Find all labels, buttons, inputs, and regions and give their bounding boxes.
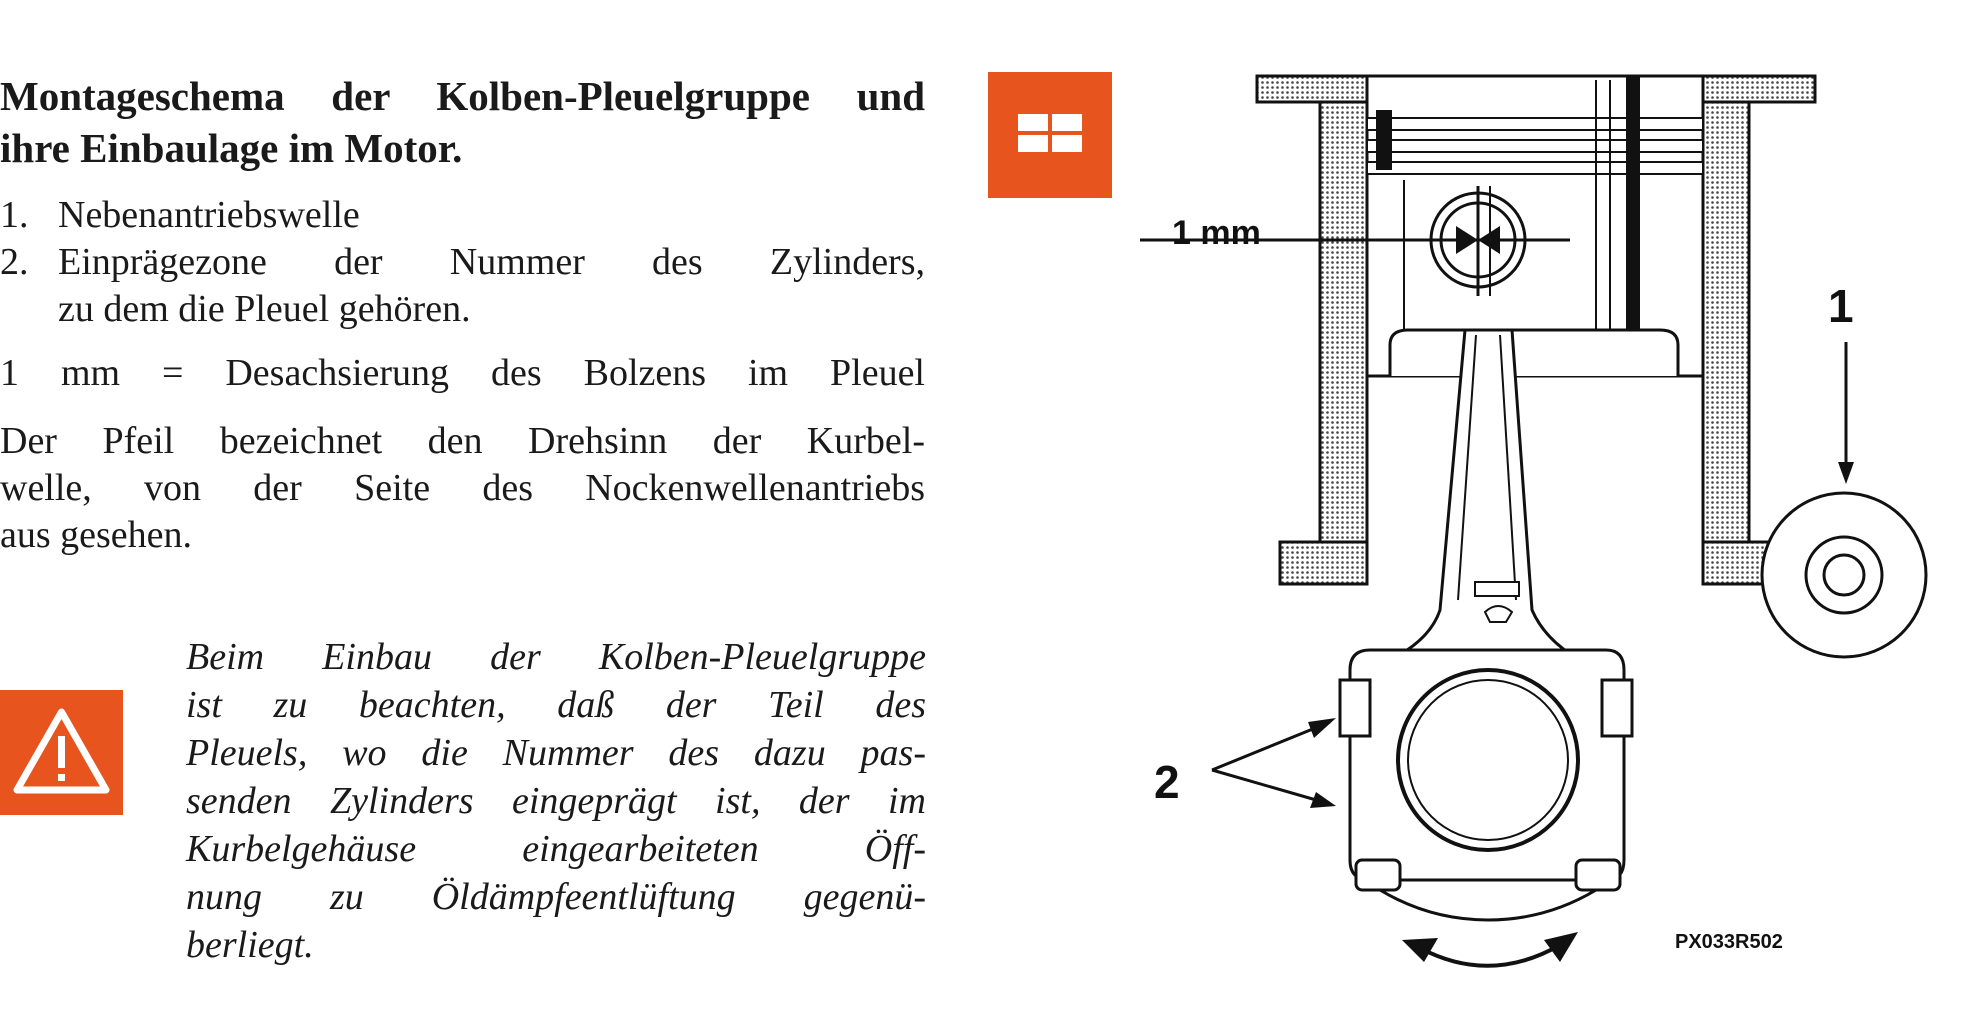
warning-line: ist zu beachten, daß der Teil des — [186, 684, 926, 726]
piston-conrod-diagram — [1140, 0, 1970, 1010]
list-number: 1. — [0, 194, 29, 236]
list-item — [0, 192, 925, 239]
auxiliary-shaft — [1762, 342, 1926, 657]
arrow-note-line: Der Pfeil bezeichnet den Drehsinn der Kurbel- — [0, 420, 925, 462]
label-2-arrows — [1212, 718, 1336, 808]
warning-line: senden Zylinders eingeprägt ist, der im — [186, 780, 926, 822]
mm-note — [0, 350, 925, 397]
list-text — [58, 192, 925, 239]
label-2: 2 — [1154, 756, 1180, 808]
figure-code: PX033R502 — [1675, 931, 1783, 953]
warning-text — [186, 633, 926, 969]
warning-triangle-icon — [0, 690, 123, 815]
grid-icon — [988, 72, 1112, 198]
arrow-note-line: welle, von der Seite des Nockenwellenantriebs — [0, 467, 925, 509]
connecting-rod — [1340, 330, 1632, 920]
arrow-note — [0, 418, 925, 559]
list-number: 2. — [0, 241, 29, 283]
page-heading — [0, 70, 925, 174]
warning-line: berliegt. — [186, 924, 314, 966]
list-text — [58, 239, 925, 333]
label-1: 1 — [1828, 280, 1854, 332]
list-line: zu dem die Pleuel gehören. — [58, 288, 471, 330]
warning-line: Kurbelgehäuse eingearbeiteten Öff- — [186, 828, 926, 870]
heading-line-1: Montageschema der Kolben-Pleuelgruppe und — [0, 73, 925, 119]
arrow-note-line: aus gesehen. — [0, 514, 193, 556]
mm-note-line: 1 mm = Desachsierung des Bolzens im Pleuel — [0, 352, 925, 394]
list-line: Nebenantriebswelle — [58, 194, 360, 236]
warning-line: Pleuels, wo die Nummer des dazu pas- — [186, 732, 926, 774]
rotation-arrow — [1402, 932, 1578, 966]
heading-line-2: ihre Einbaulage im Motor. — [0, 125, 463, 171]
list-line: Einprägezone der Nummer des Zylinders, — [58, 241, 925, 283]
warning-line: nung zu Öldämpfeentlüftung gegenü- — [186, 876, 926, 918]
warning-line: Beim Einbau der Kolben-Pleuelgruppe — [186, 636, 926, 678]
parts-list — [0, 192, 925, 333]
list-item — [0, 239, 925, 333]
label-1mm: 1 mm — [1172, 214, 1261, 252]
